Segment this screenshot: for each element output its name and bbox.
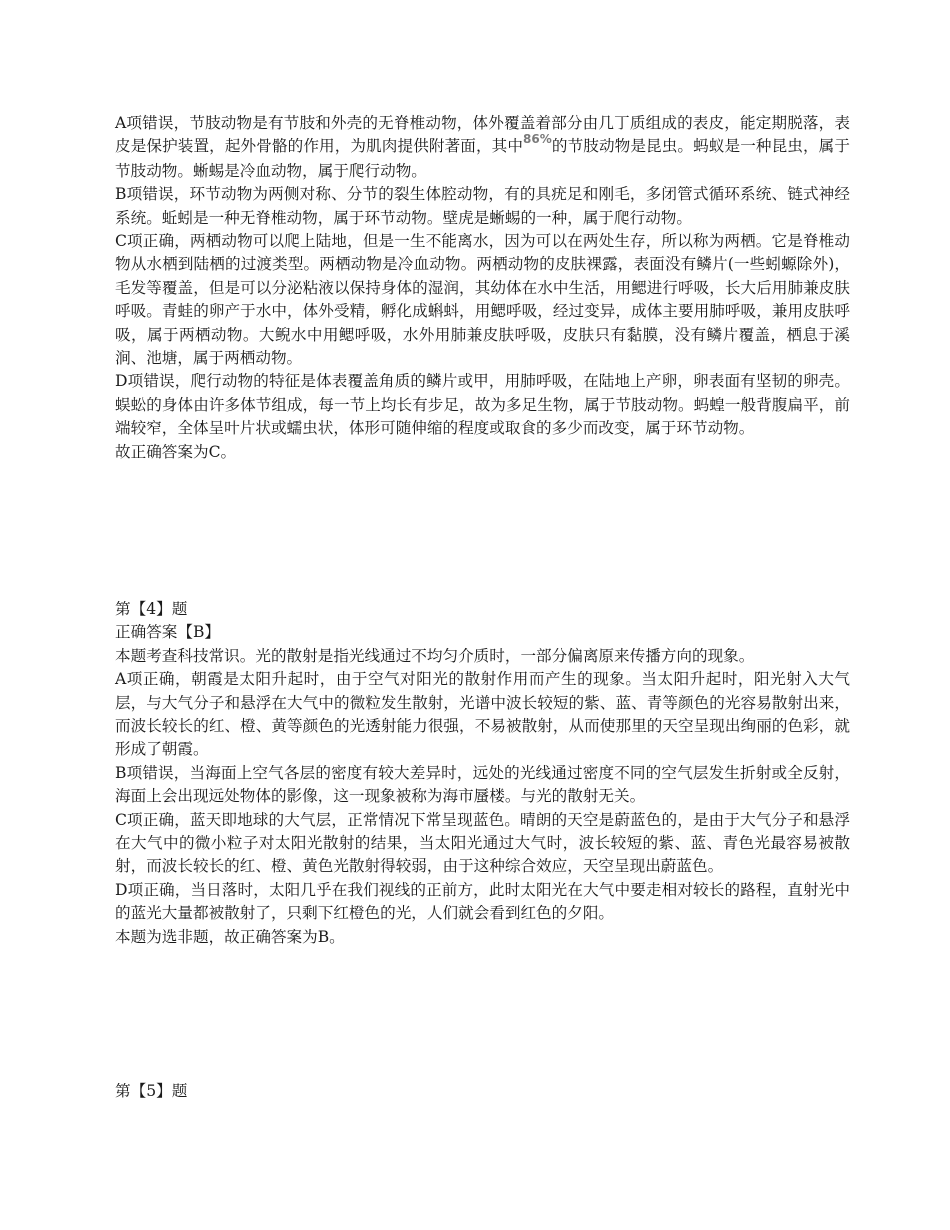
question-heading: 第【5】题 xyxy=(115,1082,188,1100)
document-page xyxy=(115,0,850,1230)
explanation-option-c: C项正确，两栖动物可以爬上陆地，但是一生不能离水，因为可以在两处生存，所以称为两栖。它是脊椎动物从水栖到陆栖的过渡类型。两栖动物是冷血动物。两栖动物的皮肤裸露，表面没有鳞片(一些蚓螈除外)，毛发等覆盖，但是可以分泌粘液以保持身体的湿润，其幼体在水中生活，用鳃进行呼吸，长大后用肺兼皮肤呼吸。青蛙的卵产于水中，体外受精，孵化成蝌蚪，用鳃呼吸，经过变异，成体主要用肺呼吸，兼用皮肤呼吸，属于两栖动物。大鲵水中用鳃呼吸，水外用肺兼皮肤呼吸，皮肤只有黏膜，没有鳞片覆盖，栖息于溪涧、池塘，属于两栖动物。 xyxy=(115,232,850,368)
explanation-option-b: B项错误，环节动物为两侧对称、分节的裂生体腔动物，有的具疣足和刚毛，多闭管式循环系统、链式神经系统。蚯蚓是一种无脊椎动物，属于环节动物。壁虎是蜥蜴的一种，属于爬行动物。 xyxy=(115,185,850,227)
question-4-section xyxy=(115,598,850,949)
explanation-option-d: D项错误，爬行动物的特征是体表覆盖角质的鳞片或甲，用肺呼吸，在陆地上产卵，卵表面有坚韧的卵壳。蜈蚣的身体由许多体节组成，每一节上均长有步足，故为多足生物，属于节肢动物。蚂蝗一般背腹扁平，前端较窄，全体呈叶片状或蠕虫状，体形可随伸缩的程度或取食的多少而改变，属于环节动物。 xyxy=(115,372,850,438)
question-3-explanation xyxy=(115,112,850,464)
correct-answer: 正确答案【B】 xyxy=(115,623,221,642)
option-a-text-start: A项错误，节肢动物是有节肢和外壳的无脊椎动物，体外覆盖着部分由几丁质组成的表皮，能定期脱落，表皮是保护装置，起外骨骼的作用，为肌肉提供附著面，其中 xyxy=(115,114,850,156)
answer-conclusion: 故正确答案为C。 xyxy=(115,442,237,461)
question-5-section xyxy=(115,1080,850,1103)
explanation-intro: 本题考查科技常识。光的散射是指光线通过不均匀介质时，一部分偏离原来传播方向的现象。 xyxy=(115,646,755,665)
explanation-option-c: C项正确，蓝天即地球的大气层，正常情况下常呈现蓝色。晴朗的天空是蔚蓝色的，是由于大气分子和悬浮在大气中的微小粒子对太阳光散射的结果，当太阳光通过大气时，波长较短的紫、蓝、青色光最容易被散射，而波长较长的红、橙、黄色光散射得较弱，由于这种综合效应，天空呈现出蔚蓝色。 xyxy=(115,810,850,876)
explanation-option-d: D项正确，当日落时，太阳几乎在我们视线的正前方，此时太阳光在大气中要走相对较长的路程，直射光中的蓝光大量都被散射了，只剩下红橙色的光，人们就会看到红色的夕阳。 xyxy=(115,880,850,923)
option-a-text-end: 的节肢动物是昆虫。蚂蚁是一种昆虫，属于节肢动物。蜥蜴是冷血动物，属于爬行动物。 xyxy=(115,137,850,180)
explanation-option-a xyxy=(115,112,850,183)
percent-figure: 86% xyxy=(523,132,552,147)
question-heading: 第【4】题 xyxy=(115,600,188,618)
answer-conclusion: 本题为选非题，故正确答案为B。 xyxy=(115,927,345,946)
explanation-option-b: B项错误，当海面上空气各层的密度有较大差异时，远处的光线通过密度不同的空气层发生折射或全反射，海面上会出现远处物体的影像，这一现象被称为海市蜃楼。与光的散射无关。 xyxy=(115,763,850,806)
explanation-option-a: A项正确，朝霞是太阳升起时，由于空气对阳光的散射作用而产生的现象。当太阳升起时，阳光射入大气层，与大气分子和悬浮在大气中的微粒发生散射，光谱中波长较短的紫、蓝、青等颜色的光容易散射出来，而波长较长的红、橙、黄等颜色的光透射能力很强，不易被散射，从而使那里的天空呈现出绚丽的色彩，就形成了朝霞。 xyxy=(115,670,850,759)
